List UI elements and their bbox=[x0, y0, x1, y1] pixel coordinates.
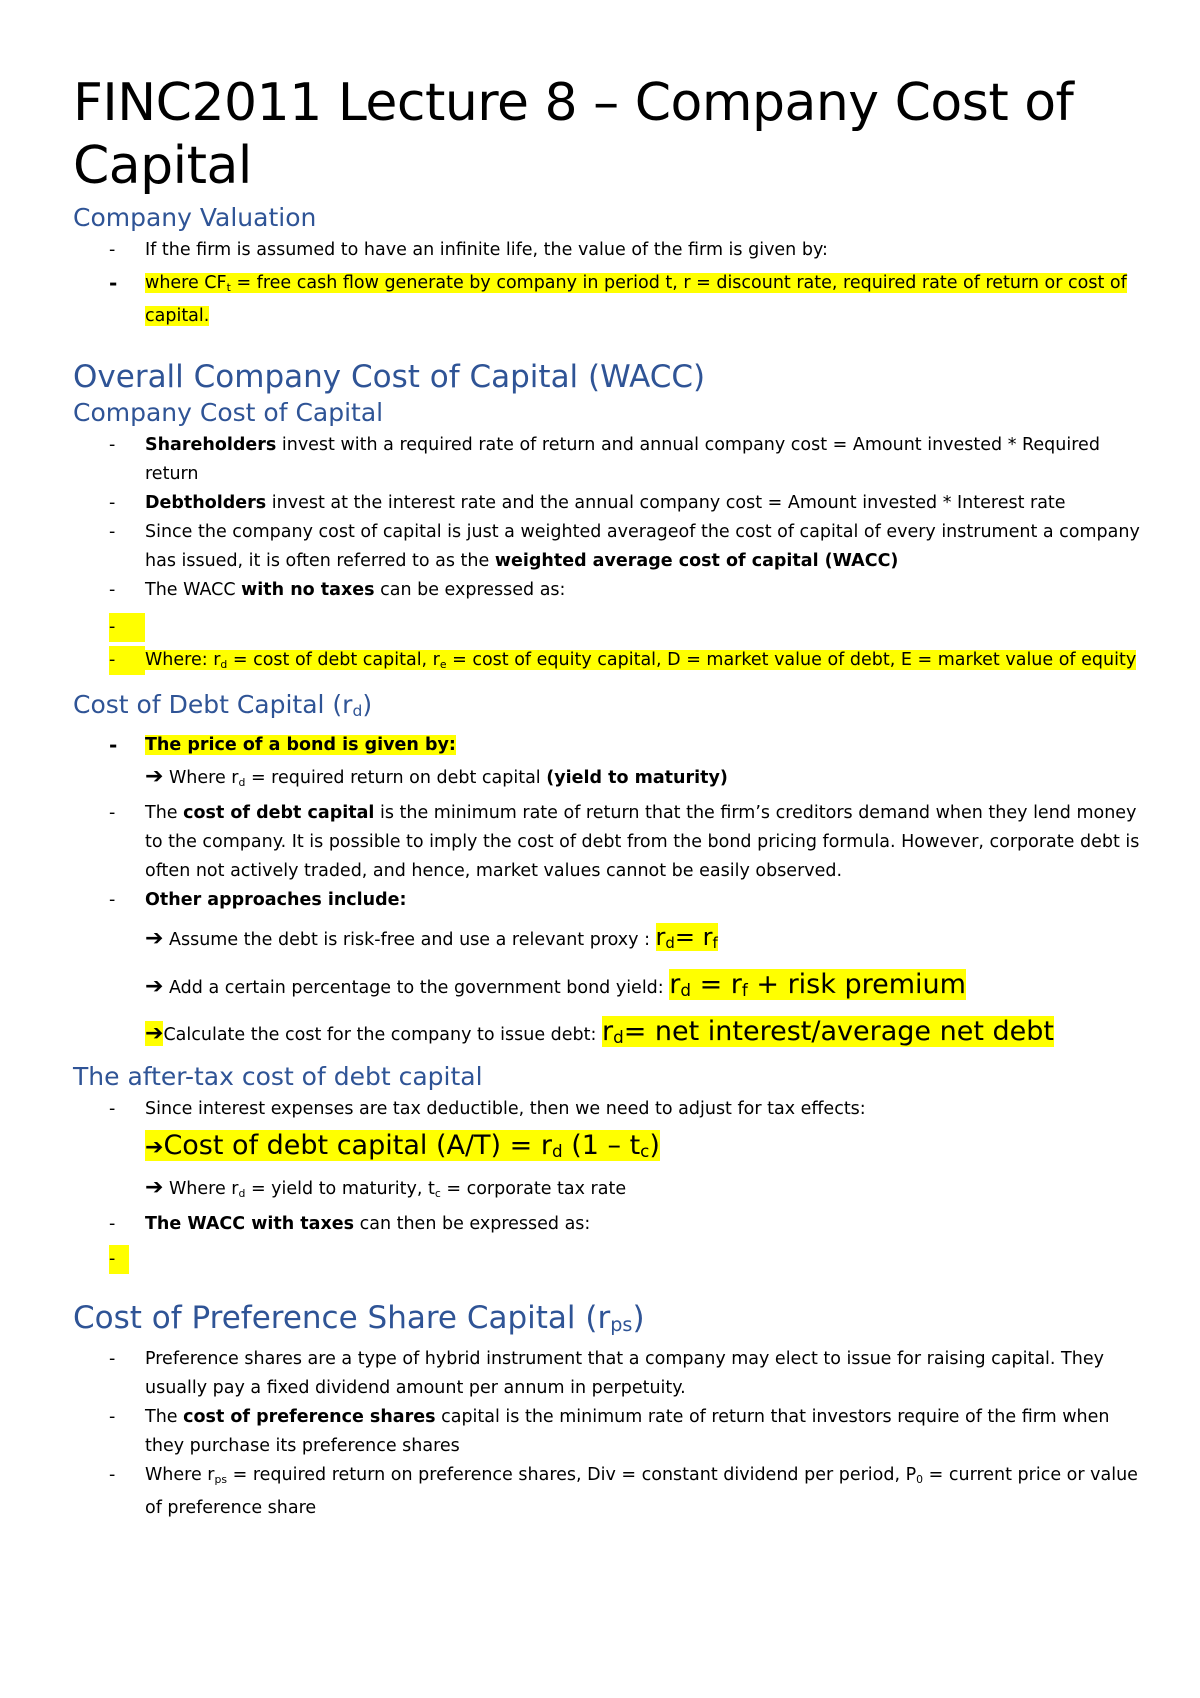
bullet-dash: - bbox=[109, 1349, 116, 1369]
arrow-icon: ➔ bbox=[145, 974, 164, 999]
bullet-dash: - bbox=[109, 1465, 116, 1485]
formula-after-tax-cost: ➔Cost of debt capital $(A/T) = r_d$ $(1 - t_c)$ bbox=[145, 1130, 660, 1161]
bullet-dash: - bbox=[109, 435, 116, 455]
arrow-icon: ➔ bbox=[145, 926, 164, 951]
heading-cost-of-debt: Cost of Debt Capital $(r_d)$ bbox=[73, 690, 373, 720]
bullet-wacc-no-taxes: - The WACC with no taxes can be expressed as: bbox=[73, 576, 1153, 605]
bullet-dash: - bbox=[109, 1245, 129, 1274]
bullet-preference-cost: - The cost of preference shares capital is the minimum rate of return that investors require of the firm when they purchase its preference shares bbox=[73, 1403, 1153, 1461]
bullet-cost-of-debt-definition: - The cost of debt capital is the minimum rate of return that the firm’s creditors demand when they lend money to the company. It is possible to imply the cost of debt from the bond pricing formula. However, corporate debt is often not actively traded, and hence, market values cannot be easily observed. bbox=[73, 799, 1153, 886]
approach-risk-free: ➔ Assume the debt is risk-free and use a relevant proxy : $r_d= r_f$ bbox=[145, 923, 718, 952]
heading-after-tax-cost: The after-tax cost of debt capital bbox=[73, 1062, 483, 1091]
bullet-dash: - bbox=[109, 803, 116, 823]
bullet-cf-definition: - where $CF_t$ = free cash flow generate by company in period t, r = discount rate, required rate of return or cost of capital. bbox=[109, 271, 1127, 326]
bullet-dash: - bbox=[109, 733, 118, 757]
bullet-weighted-average: - Since the company cost of capital is just a weighted averageof the cost of capital of every instrument a company has issued, it is often referred to as the weighted average cost of capital (WACC) bbox=[73, 518, 1153, 576]
bullet-preference-hybrid: - Preference shares are a type of hybrid instrument that a company may elect to issue for raising capital. They usually pay a fixed dividend amount per annum in perpetuity. bbox=[73, 1345, 1153, 1403]
bullet-wacc-formula-placeholder bbox=[73, 613, 1153, 642]
document-title: FINC2011 Lecture 8 – Company Cost of Capital bbox=[73, 73, 1074, 196]
heading-company-valuation: Company Valuation bbox=[73, 203, 317, 232]
approach-net-interest: ➔Calculate the cost for the company to issue debt: $r_d=$ net interest/average net debt bbox=[145, 1016, 1054, 1047]
bullet-bond-price: - The price of a bond is given by: bbox=[73, 731, 1153, 760]
bullet-dash: - bbox=[109, 1407, 116, 1427]
bullet-other-approaches: - Other approaches include: bbox=[73, 886, 1153, 915]
bullet-dash: - bbox=[109, 613, 145, 642]
bullet-dash: - bbox=[109, 646, 145, 675]
sub-yield-to-maturity: ➔ Where $r_d$ = required return on debt capital (yield to maturity) bbox=[145, 764, 728, 789]
arrow-icon: ➔ bbox=[145, 764, 164, 789]
bullet-dash: - bbox=[109, 580, 116, 600]
arrow-icon: ➔ bbox=[145, 1135, 164, 1160]
bullet-tax-deductible: - Since interest expenses are tax deductible, then we need to adjust for tax effects: bbox=[73, 1095, 1153, 1124]
heading-company-cost-of-capital: Company Cost of Capital bbox=[73, 398, 384, 427]
bullet-debtholders: - Debtholders invest at the interest rate and the annual company cost = Amount invested * Interest rate bbox=[73, 489, 1153, 518]
document-page bbox=[73, 72, 1153, 1523]
bullet-dash: - bbox=[109, 1214, 116, 1234]
bullet-dash: - bbox=[109, 493, 116, 513]
bullet-dash: - bbox=[109, 271, 118, 295]
bullet-dash: - bbox=[109, 890, 116, 910]
bullet-dash: - bbox=[109, 240, 116, 260]
heading-preference-share: Cost of Preference Share Capital $(r_{ps})$ bbox=[73, 1300, 645, 1336]
bullet-wacc-with-taxes: - The WACC with taxes can then be expressed as: bbox=[73, 1210, 1153, 1239]
bullet-wacc-where: - Where: $r_d = \cos t$ of debt capital, $r_e = \cos t$ of equity capital, D = market value of debt, E = market value of equity bbox=[73, 646, 1153, 679]
bullet-preference-where: - Where $r_{ps}$ = required return on preference shares, Div = constant dividend per period, $P_0$ = current price or value of preference share bbox=[73, 1461, 1153, 1523]
arrow-icon: ➔ bbox=[145, 1175, 164, 1200]
bullet-infinite-life: - If the firm is assumed to have an infinite life, the value of the firm is given by: bbox=[73, 236, 1153, 265]
sub-yield-tax-rate: ➔ Where $r_d$ = yield to maturity, $t_c$ = corporate tax rate bbox=[145, 1175, 627, 1200]
heading-overall-wacc: Overall Company Cost of Capital (WACC) bbox=[73, 359, 706, 395]
bullet-dash: - bbox=[109, 1099, 116, 1119]
arrow-icon: ➔ bbox=[145, 1021, 164, 1046]
bullet-shareholders: - Shareholders invest with a required rate of return and annual company cost = Amount invested * Required return bbox=[73, 431, 1153, 489]
approach-risk-premium: ➔ Add a certain percentage to the government bond yield: $r_d = r_f$ + risk premium bbox=[145, 969, 966, 1000]
bullet-wacc-taxes-formula-placeholder bbox=[73, 1245, 1153, 1274]
bullet-dash: - bbox=[109, 522, 116, 542]
